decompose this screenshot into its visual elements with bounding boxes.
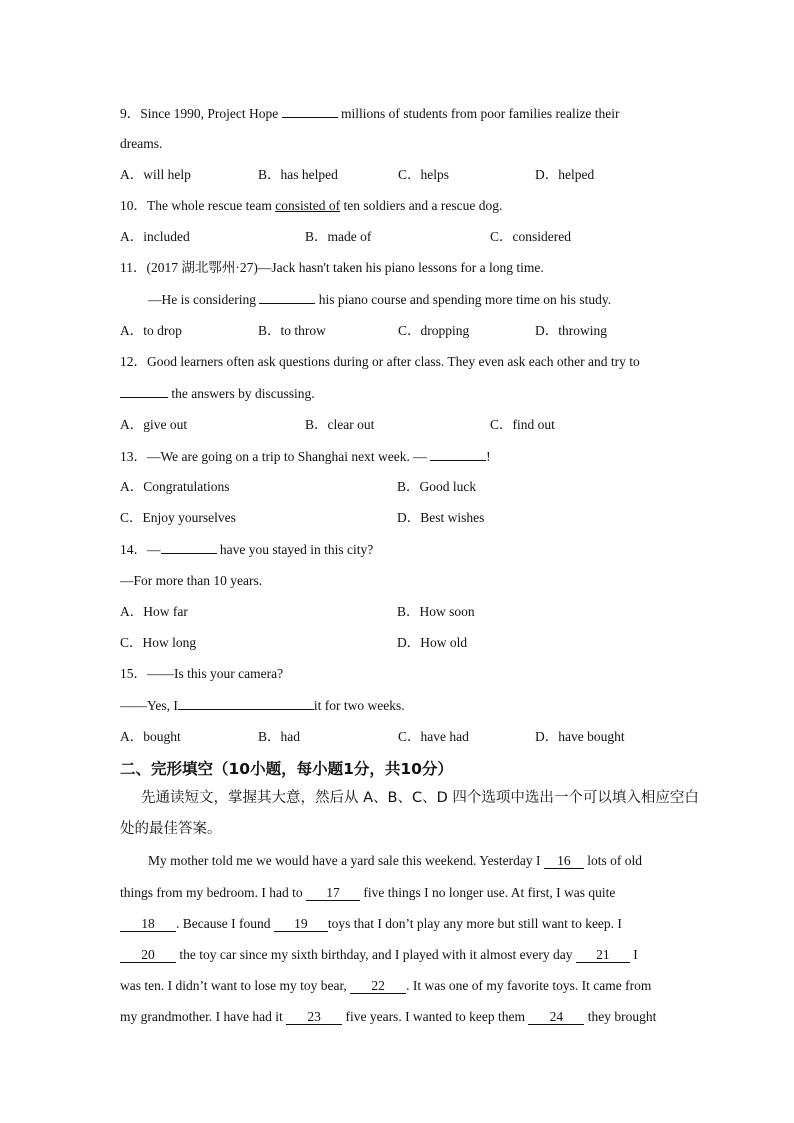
q9-option-c: C．helps <box>398 167 450 182</box>
q10-prompt-end: ten soldiers and a rescue dog. <box>343 198 503 213</box>
passage-line-6 <box>120 1008 656 1026</box>
q13-blank <box>430 447 486 461</box>
q13-option-a: A．Congratulations <box>120 479 230 494</box>
section-instructions-line2: 处的最佳答案。 <box>120 821 222 837</box>
passage-line-4 <box>120 946 638 964</box>
q9-prompt: 9．Since 1990, Project Hope <box>120 106 279 121</box>
blank-20: 20 <box>120 948 176 963</box>
q9-continuation: dreams. <box>120 136 163 151</box>
q14-blank <box>161 540 217 554</box>
q9-option-a: A．will help <box>120 167 191 182</box>
question-10 <box>120 197 502 215</box>
passage-line-3 <box>120 915 622 933</box>
q11-reply-start: —He is considering <box>148 292 256 307</box>
q12-prompt-end: the answers by discussing. <box>171 386 315 401</box>
question-15: 15．——Is this your camera? <box>120 666 284 681</box>
question-13 <box>120 447 491 466</box>
q10-underlined-phrase: consisted of <box>275 198 341 213</box>
q13-prompt-end: ! <box>486 449 491 464</box>
q13-prompt: 13．—We are going on a trip to Shanghai next week. — <box>120 449 427 464</box>
q12-blank <box>120 384 168 398</box>
q11-reply-end: his piano course and spending more time on his study. <box>318 292 612 307</box>
section-instructions-line1: 先通读短文，掌握其大意，然后从 A、B、C、D 四个选项中选出一个可以填入相应空白 <box>141 790 699 806</box>
q14-prompt: 14．— <box>120 542 161 557</box>
passage-line-2 <box>120 884 615 902</box>
q9-option-d: D．helped <box>535 167 595 182</box>
passage-text: . Because I found <box>176 916 271 931</box>
passage-text: five things I no longer use. At first, I was quite <box>363 885 616 900</box>
q15-reply <box>120 696 405 715</box>
blank-22: 22 <box>350 979 406 994</box>
q14-option-d: D．How old <box>397 635 468 650</box>
passage-text: was ten. I didn’t want to lose my toy bear, <box>120 978 347 993</box>
blank-21: 21 <box>576 948 630 963</box>
q10-option-b: B．made of <box>305 229 372 244</box>
passage-text: My mother told me we would have a yard sale this weekend. Yesterday I <box>148 853 541 868</box>
passage-text: five years. I wanted to keep them <box>345 1009 526 1024</box>
q12-option-a: A．give out <box>120 417 188 432</box>
blank-23: 23 <box>286 1010 342 1025</box>
passage-text: toys that I don’t play any more but still want to keep. I <box>327 916 622 931</box>
q11-blank <box>259 290 315 304</box>
q15-option-a: A．bought <box>120 729 181 744</box>
q11-option-d: D．throwing <box>535 323 607 338</box>
question-9 <box>120 104 620 123</box>
passage-text: lots of old <box>587 853 643 868</box>
q15-reply-end: it for two weeks. <box>313 698 405 713</box>
q14-option-a: A．How far <box>120 604 188 619</box>
q10-option-c: C．considered <box>490 229 571 244</box>
q13-option-b: B．Good luck <box>397 479 477 494</box>
q11-option-a: A．to drop <box>120 323 182 338</box>
passage-text: I <box>633 947 638 962</box>
q9-blank <box>282 104 338 118</box>
q14-prompt-end: have you stayed in this city? <box>219 542 374 557</box>
question-11: 11．(2017 湖北鄂州·27)—Jack hasn't taken his piano lessons for a long time. <box>120 260 544 275</box>
passage-text: . It was one of my favorite toys. It came from <box>406 978 652 993</box>
blank-16: 16 <box>544 854 584 869</box>
q15-option-d: D．have bought <box>535 729 625 744</box>
q14-reply: —For more than 10 years. <box>120 573 263 588</box>
q14-option-b: B．How soon <box>397 604 475 619</box>
q13-option-c: C．Enjoy yourselves <box>120 510 236 525</box>
passage-text: things from my bedroom. I had to <box>120 885 303 900</box>
q11-option-c: C．dropping <box>398 323 470 338</box>
q13-option-d: D．Best wishes <box>397 510 485 525</box>
q10-option-a: A．included <box>120 229 190 244</box>
section-title: 二、完形填空（10小题，每小题1分，共10分） <box>120 760 453 778</box>
passage-text: the toy car since my sixth birthday, and I played with it almost every day <box>179 947 573 962</box>
question-12: 12．Good learners often ask questions during or after class. They even ask each other and try to <box>120 354 640 369</box>
q9-option-b: B．has helped <box>258 167 338 182</box>
q15-blank <box>178 696 314 710</box>
q10-prompt: 10．The whole rescue team <box>120 198 272 213</box>
q11-reply <box>148 290 611 309</box>
q12-continuation <box>120 384 315 403</box>
q15-reply-start: ——Yes, I <box>120 698 178 713</box>
q15-option-b: B．had <box>258 729 300 744</box>
q12-option-c: C．find out <box>490 417 555 432</box>
passage-line-1 <box>148 852 642 870</box>
blank-24: 24 <box>528 1010 584 1025</box>
passage-text: my grandmother. I have had it <box>120 1009 283 1024</box>
passage-text: they brought <box>587 1009 657 1024</box>
question-14 <box>120 540 373 559</box>
passage-line-5 <box>120 977 651 995</box>
blank-18: 18 <box>120 917 176 932</box>
blank-17: 17 <box>306 886 360 901</box>
q12-option-b: B．clear out <box>305 417 375 432</box>
q15-option-c: C．have had <box>398 729 469 744</box>
q14-option-c: C．How long <box>120 635 197 650</box>
q11-option-b: B．to throw <box>258 323 326 338</box>
blank-19: 19 <box>274 917 328 932</box>
q9-prompt-end: millions of students from poor families realize their <box>340 106 620 121</box>
